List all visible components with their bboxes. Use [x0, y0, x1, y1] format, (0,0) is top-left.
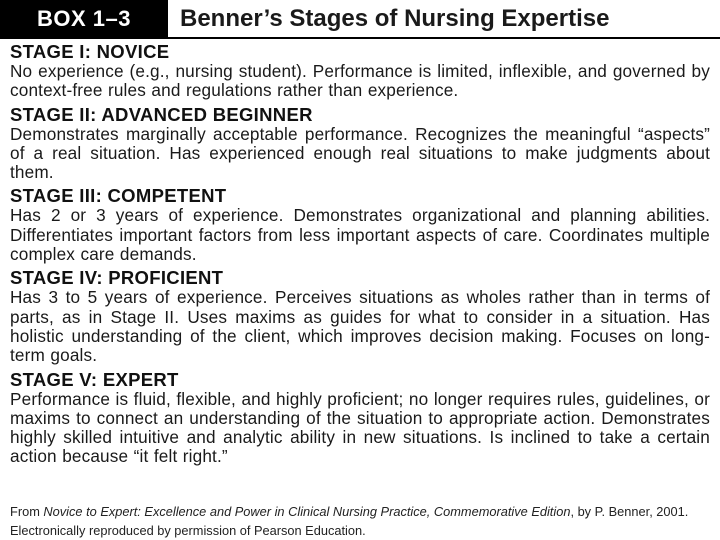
stages-list — [10, 41, 710, 470]
stage-title: STAGE I: NOVICE — [10, 41, 170, 62]
stage-description: No experience (e.g., nursing student). Performance is limited, inflexible, and governed by context-free rules and regulations rather than experience. — [10, 61, 710, 101]
box-label: BOX 1–3 — [0, 0, 168, 37]
box-header — [0, 0, 720, 37]
header-divider — [0, 37, 720, 39]
stage-title: STAGE III: COMPETENT — [10, 185, 227, 207]
stage-description: Performance is fluid, flexible, and highly proficient; no longer requires rules, guidelines, or maxims to connect an understanding of the situation to appropriate action. Demonstrates highly skilled intuitive and analytic ability in new situations. Is inclined to take a certain action because “it felt right.” — [10, 388, 710, 467]
stage-description: Has 3 to 5 years of experience. Perceives situations as wholes rather than in terms of parts, as in Stage II. Uses maxims as guides for what to consider in a situation. Has holistic understanding of the client, which improves decision making. Focuses on long-term goals. — [10, 287, 710, 366]
citation-suffix: , by P. Benner, 2001. Electronically reproduced by permission of Pearson Education. — [10, 504, 689, 538]
stage-title: STAGE II: ADVANCED BEGINNER — [10, 103, 313, 125]
box-title: Benner’s Stages of Nursing Expertise — [180, 5, 610, 32]
stage-description: Demonstrates marginally acceptable performance. Recognizes the meaningful “aspects” of a real situation. Has experienced enough real situations to make judgments about them. — [10, 123, 710, 183]
source-citation — [10, 502, 710, 540]
stage-proficient — [10, 267, 710, 365]
stage-expert — [10, 369, 710, 467]
stage-title: STAGE IV: PROFICIENT — [10, 267, 224, 289]
stage-title: STAGE V: EXPERT — [10, 368, 179, 390]
citation-prefix: From — [10, 504, 44, 519]
stage-advanced-beginner — [10, 104, 710, 183]
stage-competent — [10, 185, 710, 264]
stage-description: Has 2 or 3 years of experience. Demonstrates organizational and planning abilities. Differentiates important factors from less important aspects of care. Coordinates multiple complex care demands. — [10, 205, 710, 265]
stage-novice — [10, 41, 710, 101]
citation-book-title: Novice to Expert: Excellence and Power in Clinical Nursing Practice, Commemorative Edition — [43, 504, 571, 519]
